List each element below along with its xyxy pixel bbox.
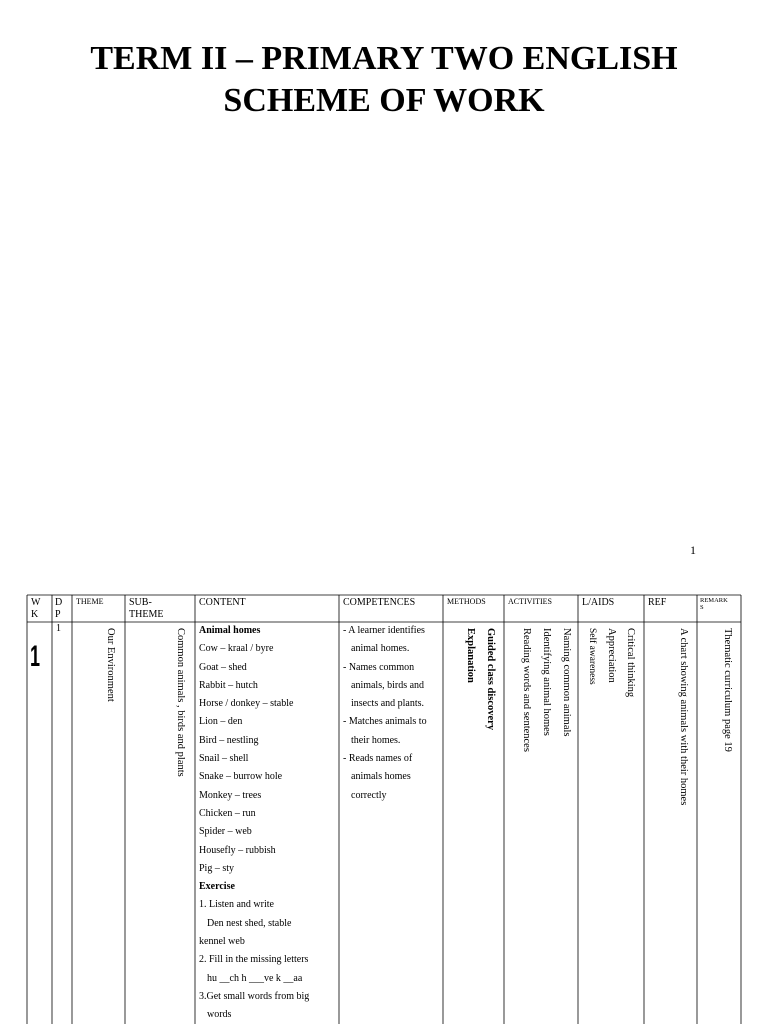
header-dp-bottom: P (55, 609, 61, 620)
header-methods: METHODS (447, 597, 486, 606)
dp-value: 1 (56, 623, 61, 634)
laid-self-awareness: Self awareness (587, 628, 597, 685)
exercise-item: Den nest shed, stable (207, 917, 292, 929)
page-number: 1 (690, 543, 696, 557)
content-item: Housefly – rubbish (199, 844, 276, 856)
title-line-1: TERM II – PRIMARY TWO ENGLISH (90, 40, 678, 77)
content-item: Lion – den (199, 716, 243, 728)
laid-critical-thinking: Critical thinking (625, 628, 636, 698)
method-explanation: Explanation (465, 628, 476, 683)
content-item: Pig – sty (199, 862, 235, 874)
competence-line: - Names common (343, 661, 415, 673)
content-heading: Animal homes (199, 625, 261, 636)
header-remarks-top: REMARK (700, 597, 728, 604)
header-sub-theme-top: SUB- (129, 597, 152, 608)
content-item: Snake – burrow hole (199, 771, 283, 783)
competence-line: - Reads names of (343, 753, 413, 765)
header-activities: ACTIVITIES (508, 597, 552, 606)
ref-cell: A chart showing animals with their homes (678, 628, 689, 806)
content-item: Goat – shed (199, 661, 247, 673)
exercise-item: 3.Get small words from big (199, 990, 310, 1002)
header-sub-theme-bottom: THEME (129, 609, 164, 620)
header-competences: COMPETENCES (343, 597, 416, 608)
header-remarks (700, 597, 728, 611)
exercise-item: 1. Listen and write (199, 899, 274, 911)
header-dp-top: D (55, 597, 63, 608)
content-item: Snail – shell (199, 753, 249, 765)
header-content: CONTENT (199, 597, 246, 608)
header-wk-bottom: K (31, 609, 39, 620)
competences-cell (343, 622, 439, 805)
header-remarks-bottom: S (700, 604, 704, 611)
content-cell (199, 622, 339, 1025)
exercise-heading: Exercise (199, 881, 235, 893)
content-item: Spider – web (199, 826, 252, 838)
title-line-2: SCHEME OF WORK (223, 82, 545, 119)
competence-line: - A learner identifies (343, 625, 425, 636)
header-dp (55, 597, 62, 621)
content-item: Cow – kraal / byre (199, 643, 274, 655)
competence-line: animals, birds and (351, 679, 425, 691)
content-item: Bird – nestling (199, 734, 259, 746)
header-laids: L/AIDS (582, 597, 615, 608)
activity-reading: Reading words and sentences (521, 628, 532, 752)
competence-line: - Matches animals to (343, 716, 427, 728)
exercise-item: hu __ch h ___ve k __aa (207, 972, 303, 984)
exercise-item: 2. Fill in the missing letters (199, 954, 309, 966)
competence-line: correctly (351, 789, 387, 801)
content-item: Rabbit – hutch (199, 679, 258, 691)
activity-naming: Naming common animals (561, 628, 572, 737)
exercise-item: words (207, 1009, 232, 1021)
week-number: 1 (30, 640, 41, 673)
competence-line: insects and plants. (351, 698, 425, 710)
laid-appreciation: Appreciation (606, 628, 617, 683)
competence-line: animal homes. (351, 643, 410, 655)
content-item: Monkey – trees (199, 789, 262, 801)
exercise-item: kennel web (199, 936, 245, 948)
theme-cell: Our Environment (105, 628, 116, 702)
header-sub-theme (129, 597, 163, 621)
activity-identifying: Identifying animal homes (541, 628, 552, 736)
remarks-cell: Thematic curriculum page 19 (722, 628, 733, 752)
competence-line: animals homes (351, 771, 411, 783)
sub-theme-cell: Common animals , birds and plants (175, 628, 186, 777)
header-wk-top: W (31, 597, 41, 608)
method-guided-discovery: Guided class discovery (485, 628, 496, 731)
header-wk (31, 597, 40, 621)
header-ref: REF (648, 597, 667, 608)
content-item: Horse / donkey – stable (199, 698, 294, 710)
competence-line: their homes. (351, 734, 401, 746)
content-item: Chicken – run (199, 807, 256, 819)
header-theme: THEME (76, 597, 104, 606)
